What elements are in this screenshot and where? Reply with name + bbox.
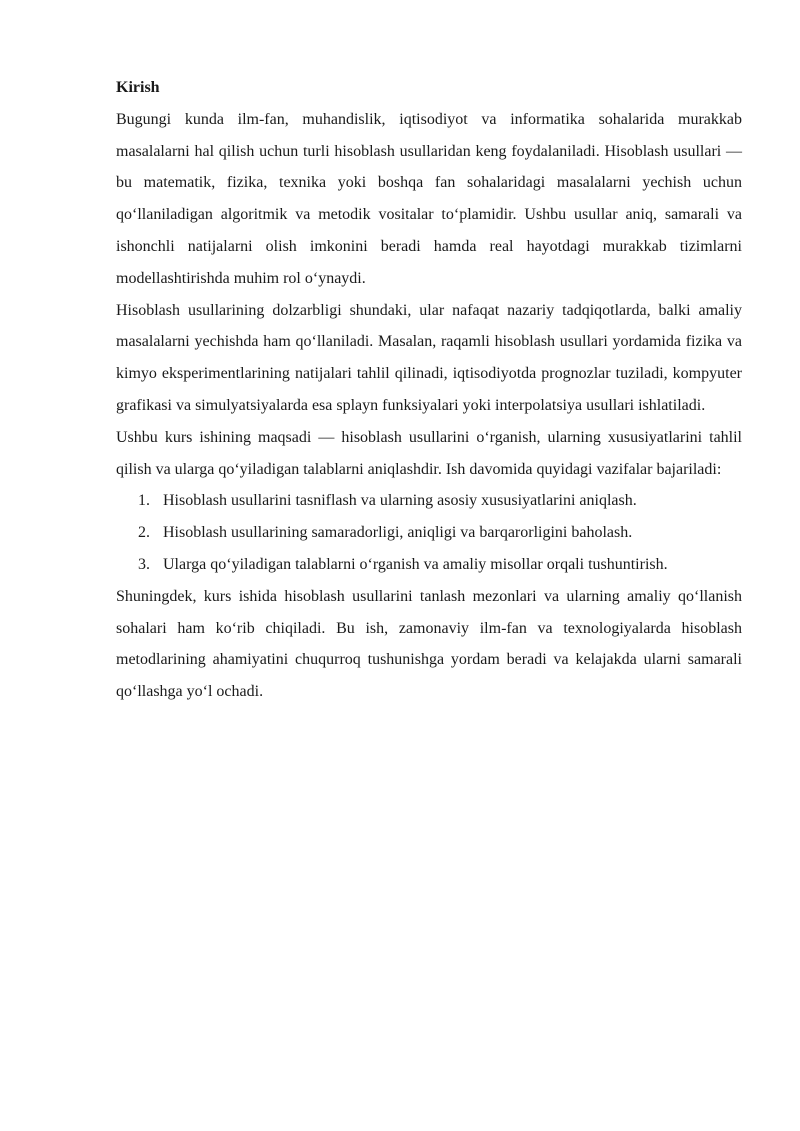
task-item	[116, 485, 742, 517]
task-number: 1.	[138, 492, 150, 510]
closing-paragraph: Shuningdek, kurs ishida hisoblash usullarini tanlash mezonlari va ularning amaliy qo‘llanish sohalari ham ko‘rib chiqiladi. Bu ish, zamonaviy ilm-fan va texnologiyalarda hisoblash metodlarining ahamiyatini chuqurroq tushunishga yordam beradi va kelajakda ularni samarali qo‘llashga yo‘l ochadi.	[116, 587, 742, 701]
document-page	[116, 72, 742, 708]
task-number: 2.	[138, 524, 150, 542]
intro-paragraph: Bugungi kunda ilm-fan, muhandislik, iqtisodiyot va informatika sohalarida murakkab masalalarni hal qilish uchun turli hisoblash usullaridan keng foydalaniladi. Hisoblash usullari — bu matematik, fizika, texnika yoki boshqa fan sohalaridagi masalalarni yechish uchun qo‘llaniladigan algoritmik va metodik vositalar to‘plamidir. Ushbu usullar aniq, samarali va ishonchli natijalarni olish imkonini beradi hamda real hayotdagi murakkab tizimlarni modellashtirishda muhim rol o‘ynaydi.	[116, 110, 742, 287]
task-text: Hisoblash usullarini tasniflash va ularning asosiy xususiyatlarini aniqlash.	[163, 492, 637, 510]
task-list	[116, 485, 742, 580]
section-heading: Kirish	[116, 79, 160, 96]
task-number: 3.	[138, 555, 150, 573]
goal-paragraph: Ushbu kurs ishining maqsadi — hisoblash usullarini o‘rganish, ularning xususiyatlarini tahlil qilish va ularga qo‘yiladigan talablarni aniqlashdir. Ish davomida quyidagi vazifalar bajariladi:	[116, 428, 742, 478]
relevance-paragraph: Hisoblash usullarining dolzarbligi shundaki, ular nafaqat nazariy tadqiqotlarda, balki amaliy masalalarni yechishda ham qo‘llaniladi. Masalan, raqamli hisoblash usullari yordamida fizika va kimyo eksperimentlarining natijalari tahlil qilinadi, iqtisodiyotda prognozlar tuziladi, kompyuter grafikasi va simulyatsiyalarda esa splayn funksiyalari yoki interpolatsiya usullari ishlatiladi.	[116, 301, 742, 414]
task-item	[116, 517, 742, 549]
task-text: Hisoblash usullarining samaradorligi, aniqligi va barqarorligini baholash.	[163, 524, 633, 542]
task-text: Ularga qo‘yiladigan talablarni o‘rganish va amaliy misollar orqali tushuntirish.	[163, 555, 668, 573]
task-item	[116, 549, 742, 581]
